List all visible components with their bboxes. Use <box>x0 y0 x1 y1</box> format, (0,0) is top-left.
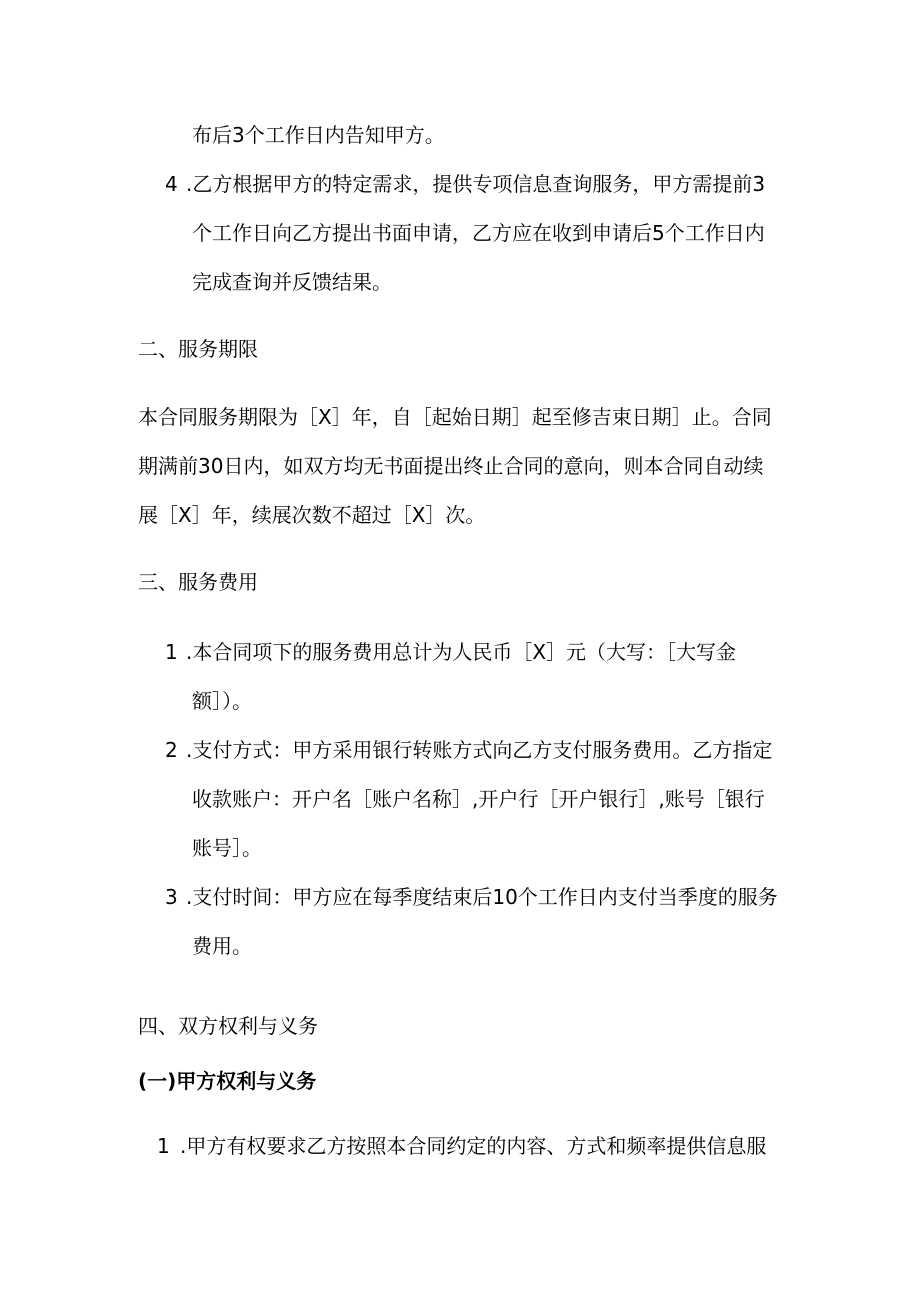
item-line: .支付方式：甲方采用银行转账方式向乙方支付服务费用。乙方指定 <box>186 738 773 762</box>
item-line: 完成查询并反馈结果。 <box>192 270 392 294</box>
section-heading-term: 二、服务期限 <box>138 337 258 361</box>
item-line: 账号］。 <box>192 836 262 860</box>
item-line: .甲方有权要求乙方按照本合同约定的内容、方式和频率提供信息服 <box>180 1134 767 1158</box>
item-number: 4 <box>165 172 178 196</box>
item-line: 个工作日向乙方提出书面申请，乙方应在收到申请后5个工作日内 <box>192 221 765 245</box>
continuation-line: 布后3个工作日内告知甲方。 <box>192 123 445 147</box>
item-number: 1 <box>165 640 178 664</box>
paragraph-line: 期满前30日内，如双方均无书面提出终止合同的意向，则本合同自动续 <box>138 454 764 478</box>
paragraph-line: 本合同服务期限为［X］年，自［起始日期］起至修吉束日期］止。合同 <box>138 405 772 429</box>
section-heading-rights: 四、双方权利与义务 <box>138 1014 318 1038</box>
item-line: .支付时间：甲方应在每季度结束后10个工作日内支付当季度的服务 <box>186 885 778 909</box>
item-number: 3 <box>165 885 178 909</box>
item-line: .本合同项下的服务费用总计为人民币［X］元（大写：［大写金 <box>186 640 737 664</box>
item-number: 1 <box>157 1134 170 1158</box>
item-line: 收款账户：开户名［账户名称］,开户行［开户银行］,账号［银行 <box>192 787 765 811</box>
item-number: 2 <box>165 738 178 762</box>
item-line: 费用。 <box>192 934 252 958</box>
paragraph-line: 展［X］年，续展次数不超过［X］次。 <box>138 503 486 527</box>
item-line: 额］）。 <box>192 689 252 713</box>
section-heading-fees: 三、服务费用 <box>138 570 258 594</box>
item-line: .乙方根据甲方的特定需求，提供专项信息查询服务，甲方需提前3 <box>186 172 766 196</box>
subsection-heading-party-a: (一)甲方权利与义务 <box>138 1069 317 1093</box>
